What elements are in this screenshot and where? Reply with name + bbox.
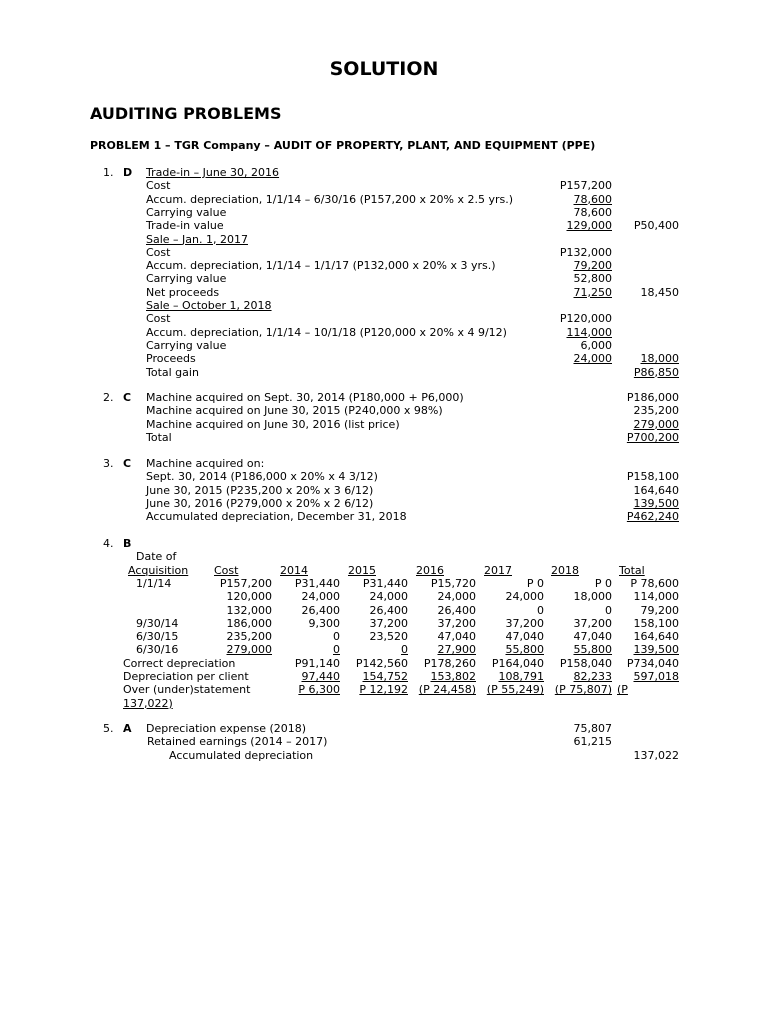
q4-cell: 18,000 (573, 590, 612, 604)
q4-cell: 164,640 (633, 630, 679, 644)
q4-cell: 158,100 (633, 616, 679, 630)
q3-total: 139,500 (633, 496, 679, 510)
q4-cell: (P 55,249) (486, 683, 544, 697)
q4-cell: 24,000 (369, 590, 408, 604)
q4-tail: 137,022) (123, 696, 173, 710)
q4-cell: P142,560 (355, 656, 408, 670)
q4-cell: 154,752 (362, 670, 408, 683)
q3-label: Machine acquired on: (146, 457, 265, 470)
q4-cell: P 12,192 (359, 683, 408, 697)
q5-label: Depreciation expense (2018) (146, 722, 307, 735)
q2-label: Machine acquired on June 30, 2016 (list price) (146, 417, 400, 431)
q4-cell: 26,400 (369, 603, 408, 617)
q3-answer: C (123, 457, 132, 470)
q1-label: Total gain (146, 365, 199, 379)
q1-amount: 71,250 (573, 285, 612, 299)
q4-cell: 24,000 (301, 590, 340, 604)
q4-cell: P734,040 (626, 656, 679, 670)
q4-cell: 139,500 (633, 643, 679, 657)
q4-date: 9/30/14 (136, 616, 179, 630)
q4-cell: 47,040 (573, 630, 612, 644)
q2-number: 2. (103, 391, 114, 404)
q1-label: Sale – Jan. 1, 2017 (146, 232, 248, 246)
q4-cell: P178,260 (423, 656, 476, 670)
q4-cell: 153,802 (430, 670, 476, 683)
q4-answer: B (123, 537, 132, 550)
q2-label: Machine acquired on June 30, 2015 (P240,000 x 98%) (146, 404, 443, 418)
q4-cell: P 0 (526, 576, 544, 590)
q4-cell: 23,520 (369, 630, 408, 644)
q4-summary-label: Over (under)statement (123, 683, 251, 697)
q1-label: Cost (146, 245, 171, 259)
q4-col-header: 2018 (551, 563, 579, 577)
q3-label: Sept. 30, 2014 (P186,000 x 20% x 4 3/12) (146, 470, 378, 484)
q4-date: 6/30/16 (136, 643, 179, 657)
q5-total: 137,022 (633, 748, 679, 762)
q4-cell: 26,400 (301, 603, 340, 617)
q4-cell: P158,040 (559, 656, 612, 670)
q3-label: June 30, 2015 (P235,200 x 20% x 3 6/12) (146, 483, 374, 497)
q4-col-header: 2016 (416, 563, 444, 577)
q4-cell: 114,000 (633, 590, 679, 604)
q1-amount: 52,800 (573, 272, 612, 286)
q2-total: 235,200 (633, 404, 679, 418)
q3-label: June 30, 2016 (P279,000 x 20% x 2 6/12) (146, 496, 374, 510)
q1-label: Accum. depreciation, 1/1/14 – 1/1/17 (P132,000 x 20% x 3 yrs.) (146, 259, 496, 273)
q4-cell: 79,200 (640, 603, 679, 617)
q4-cell: 0 (537, 603, 544, 617)
q4-cell: 37,200 (573, 616, 612, 630)
q4-col-header: 2015 (348, 563, 376, 577)
q1-answer: D (123, 166, 133, 179)
q2-total: P700,200 (626, 430, 679, 444)
q2-answer: C (123, 391, 132, 404)
q1-total: P50,400 (633, 219, 679, 233)
q4-cell: P15,720 (430, 576, 476, 590)
q4-cell: 597,018 (633, 670, 679, 683)
q1-amount: 129,000 (566, 219, 612, 233)
q1-total: 18,000 (640, 352, 679, 366)
q4-cell: P31,440 (362, 576, 408, 590)
q4-cell: 37,200 (369, 616, 408, 630)
q1-label: Trade-in – June 30, 2016 (146, 166, 280, 179)
q5-amount: 75,807 (573, 722, 612, 735)
q1-number: 1. (103, 166, 114, 179)
q4-cell: 279,000 (226, 643, 272, 657)
q4-date: 1/1/14 (136, 576, 172, 590)
q3-number: 3. (103, 457, 114, 470)
q2-total: 279,000 (633, 417, 679, 431)
q4-cell: P91,140 (294, 656, 340, 670)
q1-label: Carrying value (146, 338, 227, 352)
q1-amount: 6,000 (580, 338, 612, 352)
q4-summary-label: Correct depreciation (123, 656, 236, 670)
q4-cell: 55,800 (573, 643, 612, 657)
q1-label: Cost (146, 312, 171, 326)
q4-cell: 108,791 (498, 670, 544, 683)
q4-cell: 186,000 (226, 616, 272, 630)
q1-amount: 114,000 (566, 325, 612, 339)
q4-cell: P157,200 (219, 576, 272, 590)
q4-col-header: 2017 (484, 563, 512, 577)
q1-total: 18,450 (640, 285, 679, 299)
q4-cell: 24,000 (505, 590, 544, 604)
q4-cell: P 6,300 (298, 683, 340, 697)
q1-total: P86,850 (633, 365, 679, 379)
q4-number: 4. (103, 537, 114, 550)
q3-label: Accumulated depreciation, December 31, 2018 (146, 510, 407, 524)
q1-label: Sale – October 1, 2018 (146, 299, 272, 312)
q2-total: P186,000 (626, 391, 679, 404)
q1-label: Trade-in value (146, 219, 224, 233)
q4-cell: (P (617, 683, 628, 697)
q1-amount: 78,600 (573, 192, 612, 206)
q4-cell: 132,000 (226, 603, 272, 617)
q2-label: Total (146, 430, 172, 444)
q4-cell: 37,200 (505, 616, 544, 630)
q4-cell: (P 75,807) (554, 683, 612, 697)
q4-cell: 82,233 (573, 670, 612, 683)
q4-cell: 0 (605, 603, 612, 617)
q4-cell: 37,200 (437, 616, 476, 630)
q1-amount: P157,200 (559, 179, 612, 193)
section-heading: AUDITING PROBLEMS (90, 104, 282, 123)
q4-header: Date of (136, 550, 177, 564)
q4-cell: 120,000 (226, 590, 272, 604)
q4-cell: P 0 (594, 576, 612, 590)
q5-label: Retained earnings (2014 – 2017) (147, 735, 328, 749)
q5-answer: A (123, 722, 132, 735)
q1-label: Carrying value (146, 272, 227, 286)
problem-heading: PROBLEM 1 – TGR Company – AUDIT OF PROPERTY, PLANT, AND EQUIPMENT (PPE) (90, 139, 596, 152)
q1-label: Carrying value (146, 205, 227, 219)
q3-total: P158,100 (626, 470, 679, 484)
q2-label: Machine acquired on Sept. 30, 2014 (P180,000 + P6,000) (146, 391, 464, 404)
q4-col-header: Acquisition (128, 563, 189, 577)
q4-cell: 0 (401, 643, 408, 657)
q4-cell: 0 (333, 643, 340, 657)
q4-cell: 0 (333, 630, 340, 644)
q1-amount: 78,600 (573, 205, 612, 219)
q1-label: Accum. depreciation, 1/1/14 – 10/1/18 (P120,000 x 20% x 4 9/12) (146, 325, 507, 339)
q4-cell: 47,040 (437, 630, 476, 644)
q1-amount: P120,000 (559, 312, 612, 326)
q4-cell: 47,040 (505, 630, 544, 644)
q4-cell: P31,440 (294, 576, 340, 590)
q4-col-header: Total (619, 563, 645, 577)
q4-cell: 24,000 (437, 590, 476, 604)
q3-total: P462,240 (626, 510, 679, 524)
q1-label: Cost (146, 179, 171, 193)
q1-label: Net proceeds (146, 285, 220, 299)
q1-label: Proceeds (146, 352, 196, 366)
q3-total: 164,640 (633, 483, 679, 497)
q5-number: 5. (103, 722, 114, 735)
q1-amount: P132,000 (559, 245, 612, 259)
page-title: SOLUTION (329, 58, 439, 80)
q4-cell: 235,200 (226, 630, 272, 644)
q5-label: Accumulated depreciation (169, 748, 314, 762)
q4-col-header: Cost (214, 563, 239, 577)
q4-cell: P164,040 (491, 656, 544, 670)
q4-cell: 97,440 (301, 670, 340, 683)
q4-summary-label: Depreciation per client (123, 670, 249, 683)
q4-col-header: 2014 (280, 563, 308, 577)
q4-cell: 26,400 (437, 603, 476, 617)
q1-amount: 79,200 (573, 259, 612, 273)
q4-date: 6/30/15 (136, 630, 179, 644)
q1-label: Accum. depreciation, 1/1/14 – 6/30/16 (P157,200 x 20% x 2.5 yrs.) (146, 192, 514, 206)
q4-cell: (P 24,458) (418, 683, 476, 697)
q4-cell: P 78,600 (630, 576, 679, 590)
q4-cell: 27,900 (437, 643, 476, 657)
q4-cell: 55,800 (505, 643, 544, 657)
q1-amount: 24,000 (573, 352, 612, 366)
q5-amount: 61,215 (573, 735, 612, 749)
q4-cell: 9,300 (308, 616, 340, 630)
